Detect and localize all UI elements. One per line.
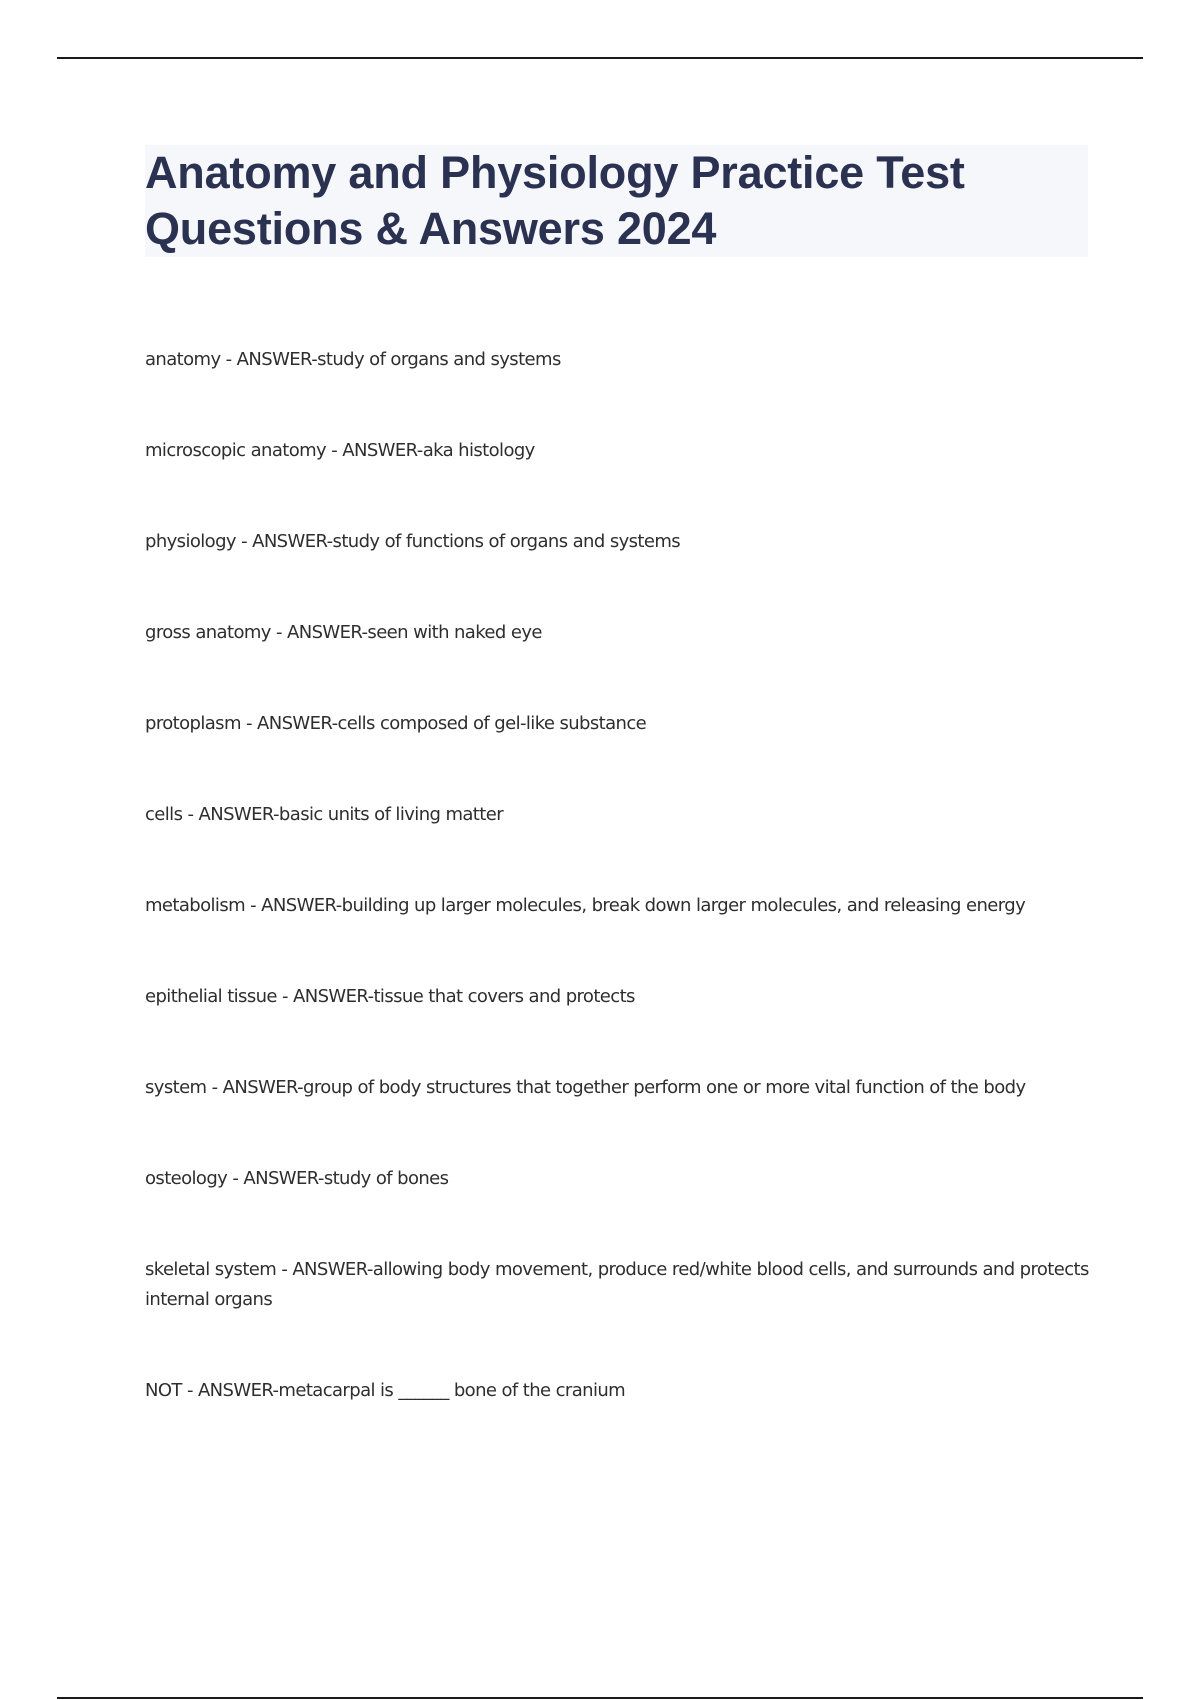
- qa-item: epithelial tissue - ANSWER-tissue that covers and protects: [145, 986, 635, 1007]
- top-rule: [57, 57, 1143, 59]
- qa-item: system - ANSWER-group of body structures that together perform one or more vital function of the body: [145, 1077, 1026, 1098]
- qa-list: [145, 345, 1095, 1467]
- qa-item: cells - ANSWER-basic units of living matter: [145, 804, 504, 825]
- qa-item: NOT - ANSWER-metacarpal is ______ bone of the cranium: [145, 1380, 626, 1401]
- title-block: [145, 145, 1088, 257]
- qa-item: skeletal system - ANSWER-allowing body movement, produce red/white blood cells, and surrounds and protects internal organs: [145, 1259, 1089, 1310]
- qa-item: physiology - ANSWER-study of functions of organs and systems: [145, 531, 681, 552]
- qa-item: anatomy - ANSWER-study of organs and systems: [145, 349, 561, 370]
- document-title: Anatomy and Physiology Practice Test Questions & Answers 2024: [145, 147, 965, 254]
- qa-item: metabolism - ANSWER-building up larger molecules, break down larger molecules, and releasing energy: [145, 895, 1026, 916]
- qa-item: osteology - ANSWER-study of bones: [145, 1168, 449, 1189]
- qa-item: protoplasm - ANSWER-cells composed of gel-like substance: [145, 713, 647, 734]
- qa-item: microscopic anatomy - ANSWER-aka histology: [145, 440, 535, 461]
- qa-item: gross anatomy - ANSWER-seen with naked eye: [145, 622, 542, 643]
- bottom-rule: [57, 1697, 1143, 1699]
